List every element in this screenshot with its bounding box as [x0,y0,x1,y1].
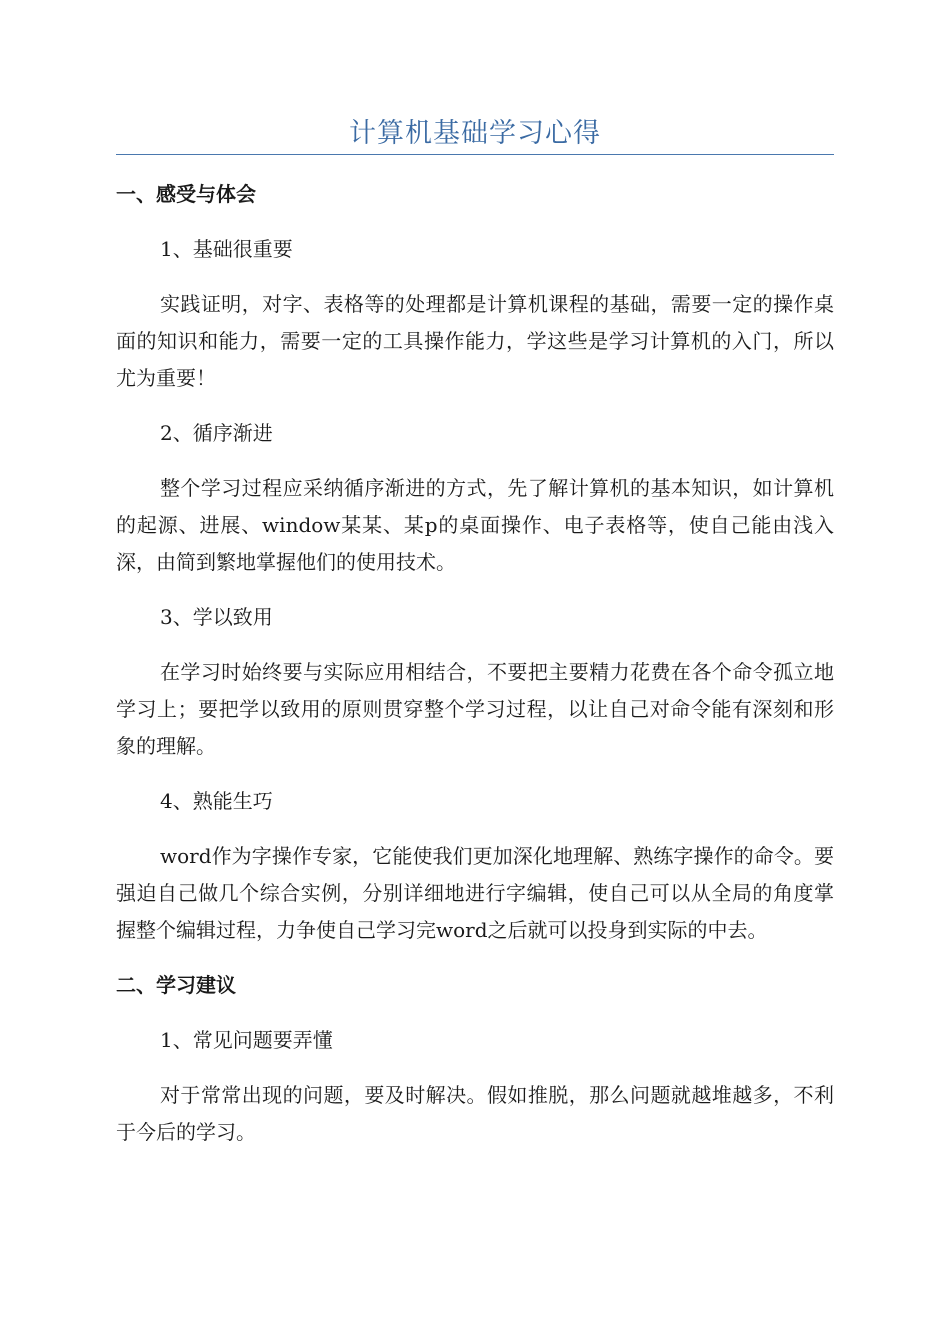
paragraph-apply-learning: 在学习时始终要与实际应用相结合，不要把主要精力花费在各个命令孤立地学习上；要把学以致用的原则贯穿整个学习过程，以让自己对命令能有深刻和形象的理解。 [116,660,834,758]
subheading-step-by-step: 2、循序渐进 [160,421,273,445]
section-heading-feelings: 一、感受与体会 [116,182,256,206]
paragraph-common-problems: 对于常常出现的问题，要及时解决。假如推脱，那么问题就越堆越多，不利于今后的学习。 [116,1083,834,1144]
subheading-apply-learning: 3、学以致用 [160,605,273,629]
title-underline [116,154,834,155]
subheading-practice-makes-perfect: 4、熟能生巧 [160,789,273,813]
document-title: 计算机基础学习心得 [349,118,601,149]
subheading-basics-important: 1、基础很重要 [160,237,293,261]
paragraph-basics-important: 实践证明，对字、表格等的处理都是计算机课程的基础，需要一定的操作桌面的知识和能力，需要一定的工具操作能力，学这些是学习计算机的入门，所以尤为重要！ [116,292,834,390]
document-body [116,176,834,1169]
subheading-common-problems: 1、常见问题要弄懂 [160,1028,333,1052]
paragraph-step-by-step: 整个学习过程应采纳循序渐进的方式，先了解计算机的基本知识，如计算机的起源、进展、window某某、某p的桌面操作、电子表格等，使自己能由浅入深，由简到繁地掌握他们的使用技术。 [116,476,834,574]
paragraph-practice-makes-perfect: word作为字操作专家，它能使我们更加深化地理解、熟练字操作的命令。要强迫自己做几个综合实例，分别详细地进行字编辑，使自己可以从全局的角度掌握整个编辑过程，力争使自己学习完word之后就可以投身到实际的中去。 [116,844,834,942]
section-heading-suggestions: 二、学习建议 [116,973,236,997]
